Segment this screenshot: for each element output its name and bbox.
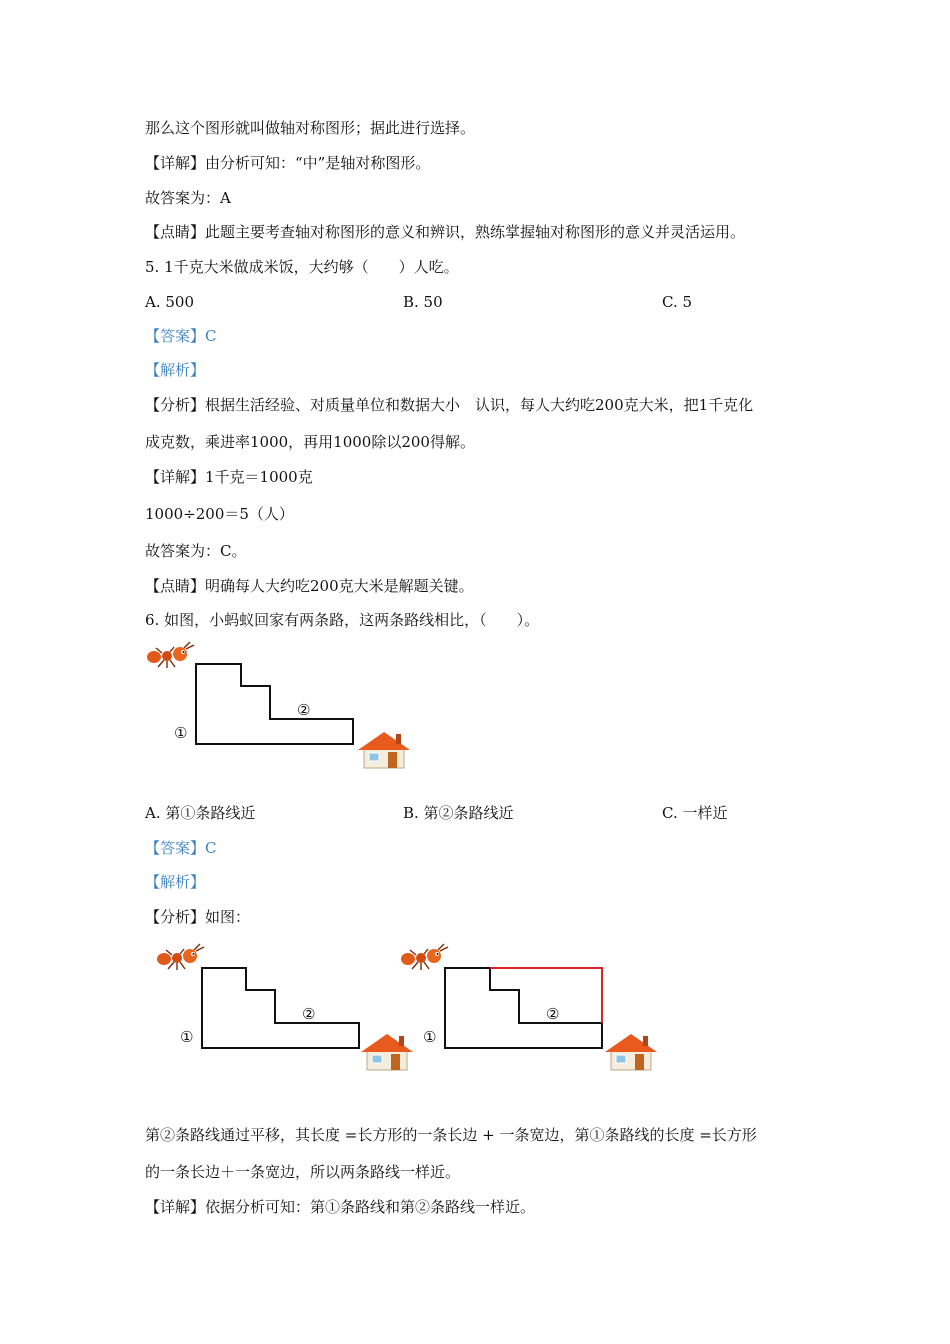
analysis-figure-left	[150, 942, 420, 1082]
analysis-figure-right	[394, 942, 664, 1082]
q5-analysis-2: 成克数，乘进率1000，再用1000除以200得解。	[145, 433, 475, 451]
q5-conclusion: 故答案为：C。	[145, 542, 247, 560]
route-1-label: ①	[423, 1028, 437, 1046]
ant-icon	[401, 944, 448, 970]
q5-option-b: B. 50	[403, 293, 443, 311]
q5-analysis-header: 【解析】	[145, 361, 206, 379]
route-1-label: ①	[180, 1028, 194, 1046]
route-outline	[202, 968, 359, 1048]
q5-detail-2: 1000÷200＝5（人）	[145, 505, 294, 523]
q6-stem: 6. 如图，小蚂蚁回家有两条路，这两条路线相比，（ ）。	[145, 611, 540, 629]
q5-detail-1: 【详解】1千克＝1000克	[145, 468, 313, 486]
q6-analysis-label: 【分析】如图：	[145, 908, 251, 926]
doc-line-3: 故答案为：A	[145, 189, 231, 207]
route-outline	[445, 968, 602, 1048]
q5-stem: 5. 1千克大米做成米饭，大约够（ ）人吃。	[145, 258, 459, 276]
q6-answer: 【答案】C	[145, 839, 217, 857]
q6-explain-2: 的一条长边＋一条宽边，所以两条路线一样近。	[145, 1163, 461, 1181]
house-icon	[605, 1034, 657, 1070]
route-2-label: ②	[302, 1005, 316, 1023]
q5-tip: 【点睛】明确每人大约吃200克大米是解题关键。	[145, 577, 474, 595]
doc-line-2: 【详解】由分析可知：“中”是轴对称图形。	[145, 154, 431, 172]
doc-line-4: 【点睛】此题主要考查轴对称图形的意义和辨识，熟练掌握轴对称图形的意义并灵活运用。	[145, 223, 746, 241]
route-2-label: ②	[546, 1005, 560, 1023]
q6-analysis-header: 【解析】	[145, 873, 206, 891]
route-2-label: ②	[297, 701, 311, 719]
q6-detail: 【详解】依据分析可知：第①条路线和第②条路线一样近。	[145, 1198, 536, 1216]
ant-icon	[147, 642, 194, 668]
route-figure	[140, 640, 420, 780]
route-outline	[196, 664, 353, 744]
house-icon	[358, 732, 410, 768]
q5-option-c: C. 5	[662, 293, 693, 311]
route-1-label: ①	[174, 724, 188, 742]
q5-answer: 【答案】C	[145, 327, 217, 345]
q5-option-a: A. 500	[145, 293, 194, 311]
doc-line-1: 那么这个图形就叫做轴对称图形；据此进行选择。	[145, 119, 476, 137]
ant-icon	[157, 944, 204, 970]
q5-analysis-1: 【分析】根据生活经验、对质量单位和数据大小 认识，每人大约吃200克大米，把1千克化	[145, 396, 754, 414]
q6-option-a: A. 第①条路线近	[145, 804, 256, 822]
q6-explain-1: 第②条路线通过平移，其长度 =长方形的一条长边 + 一条宽边，第①条路线的长度 =长方形	[145, 1126, 757, 1144]
q6-option-c: C. 一样近	[662, 804, 728, 822]
q6-option-b: B. 第②条路线近	[403, 804, 514, 822]
